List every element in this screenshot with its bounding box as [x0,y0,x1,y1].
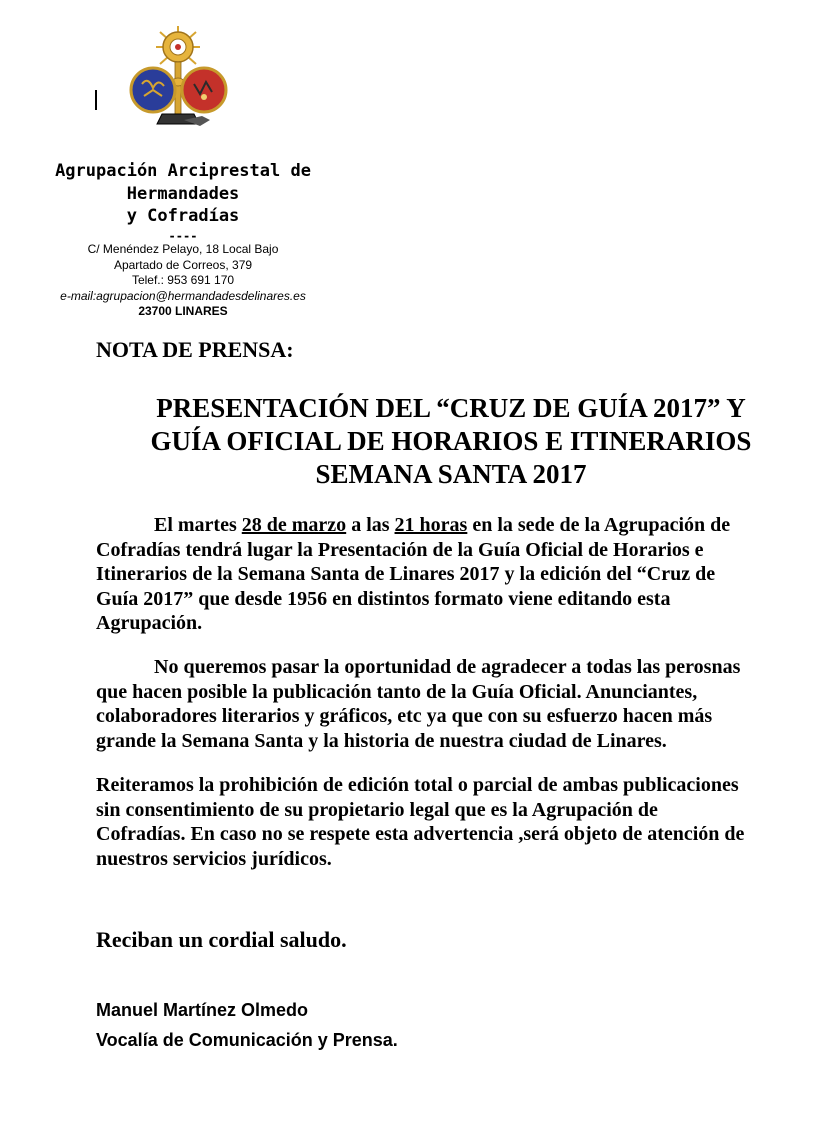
paragraph-line: sin consentimiento de su propietario legal que es la Agrupación de [96,798,658,821]
paragraph-3 [96,773,816,871]
signature-role: Vocalía de Comunicación y Prensa. [96,1030,398,1050]
event-time: 21 horas [394,514,468,536]
text-run: a las [346,514,395,536]
email: e-mail:agrupacion@hermandadesdelinares.es [60,288,306,303]
press-note-label: NOTA DE PRENSA: [96,337,294,362]
title-line: PRESENTACIÓN DEL “CRUZ DE GUÍA 2017” Y [156,393,746,423]
paragraph-line: No queremos pasar la oportunidad de agradecer a todas las perosnas [154,656,741,678]
text-run: El martes [154,514,242,536]
paragraph-line: que hacen posible la publicación tanto de la Guía Oficial. Anunciantes, [96,680,698,703]
title-line: GUÍA OFICIAL DE HORARIOS E ITINERARIOS [150,426,752,456]
address-line: Apartado de Correos, 379 [113,257,253,272]
city: 23700 LINARES [138,304,228,318]
contact-block [18,242,348,320]
paragraph-line: colaboradores literarios y gráficos, etc ya que con su esfuerzo hacen más [96,705,713,727]
paragraph-line: Guía 2017” que desde 1956 en distintos formato viene editando esta [96,587,671,610]
paragraph-line: grande la Semana Santa y la historia de nuestra ciudad de Linares. [96,729,667,752]
paragraph-line: Itinerarios de la Semana Santa de Linares 2017 y la edición del “Cruz de [96,563,716,585]
address-line: C/ Menéndez Pelayo, 18 Local Bajo [87,242,279,256]
greeting: Reciban un cordial saludo. [96,927,347,952]
document-title [96,392,806,491]
title-line: SEMANA SANTA 2017 [315,459,587,489]
cofradias-crest-icon [126,22,230,134]
paragraph-1 [96,513,816,636]
organization-name [18,160,348,242]
event-date: 28 de marzo [241,514,347,536]
org-name-line: Hermandades [126,183,240,204]
paragraph-line: nuestros servicios jurídicos. [96,847,332,870]
signature-name: Manuel Martínez Olmedo [96,1000,309,1020]
paragraph-line: Cofradías. En caso no se respete esta advertencia ,será objeto de atención de [96,823,745,845]
paragraph-line: Agrupación. [96,612,203,634]
separator: ---- [168,228,198,243]
text-cursor [95,90,97,110]
paragraph-line: Cofradías tendrá lugar la Presentación de la Guía Oficial de Horarios e [96,538,704,561]
phone: Telef.: 953 691 170 [131,273,235,287]
org-name-line: Agrupación Arciprestal de [55,161,311,181]
paragraph-line: Reiteramos la prohibición de edición total o parcial de ambas publicaciones [96,774,739,796]
paragraph-line [96,513,816,538]
text-run: en la sede de la Agrupación de [467,514,731,536]
org-name-line: y Cofradías [126,206,240,226]
paragraph-2 [96,655,816,753]
